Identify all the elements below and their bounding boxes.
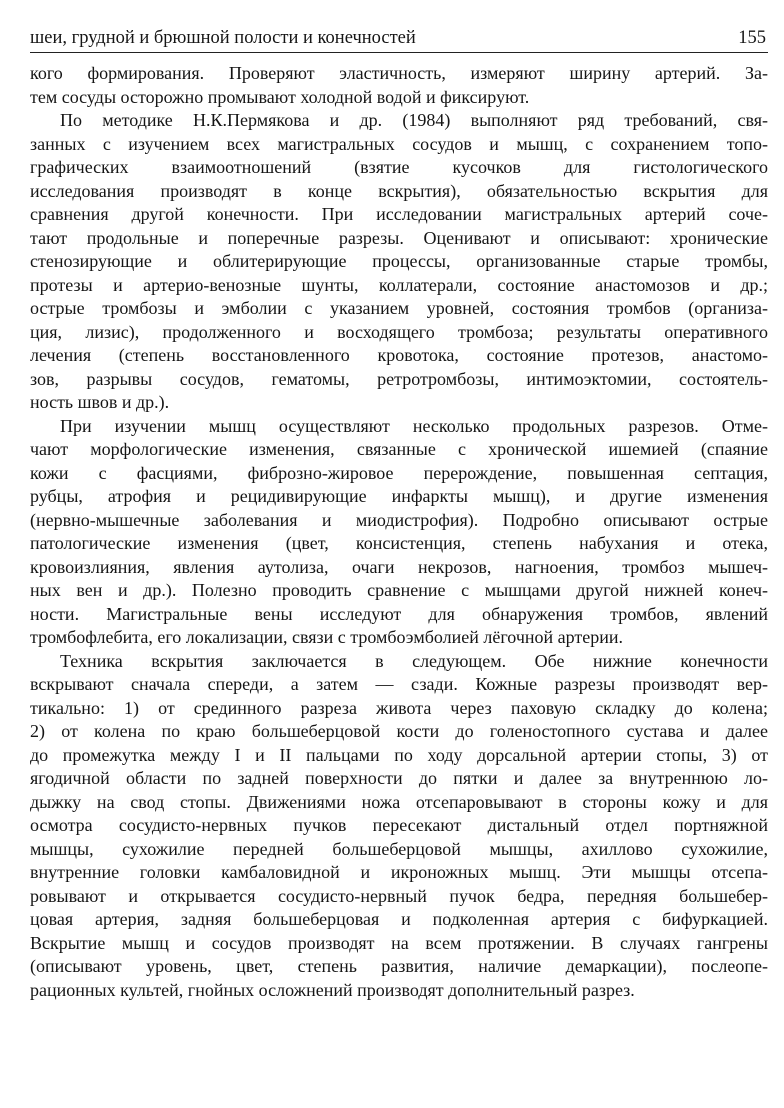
text-line: По методике Н.К.Пермякова и др. (1984) выполняют ряд требований, свя- [60,110,768,130]
text-line: острые тромбозы и эмболии с указанием уровней, состояния тромбов (организа- [30,298,768,318]
text-line: тают продольные и поперечные разрезы. Оценивают и описывают: хронические [30,227,768,248]
paragraph [30,415,768,650]
text-line: кровоизлияния, явления аутолиза, очаги некрозов, нагноения, тромбоз мышеч- [30,556,768,577]
text-line: ровывают и открывается сосудисто-нервный пучок бедра, передняя большебер- [30,885,768,906]
text-line: внутренние головки камбаловидной и икроножных мышц. Эти мышцы отсепа- [30,862,768,882]
paragraph [30,62,768,109]
running-header-title: шеи, грудной и брюшной полости и конечностей [30,28,416,48]
text-line: исследования производят в конце вскрытия), обязательностью вскрытия для [30,180,768,201]
text-line: ция, лизис), продолженного и восходящего тромбоза; результаты оперативного [30,321,768,342]
text-line: тикально: 1) от срединного разреза живота через паховую складку до колена; [30,697,768,718]
text-line: рационных культей, гнойных осложнений производят дополнительный разрез. [30,979,635,1000]
paragraph [30,109,768,415]
text-line: (нервно-мышечные заболевания и миодистрофия). Подробно описывают острые [30,509,768,530]
text-line: ных вен и др.). Полезно проводить сравнение с мышцами другой нижней конеч- [30,580,768,600]
text-line: сравнения другой конечности. При исследовании магистральных артерий соче- [30,204,768,224]
text-line: цовая артерия, задняя большеберцовая и подколенная артерия с бифуркацией. [30,909,768,929]
text-line: ность швов и др.). [30,392,170,412]
text-line: Техника вскрытия заключается в следующем. Обе нижние конечности [60,650,768,671]
page-number: 155 [738,28,766,48]
text-line: ности. Магистральные вены исследуют для обнаружения тромбов, явлений [30,603,768,624]
page-body [30,62,768,1002]
text-line: мышцы, сухожилие передней большеберцовой мышцы, ахиллово сухожилие, [30,838,768,859]
text-line: осмотра сосудисто-нервных пучков пересекают дистальный отдел портняжной [30,815,768,835]
text-line: 2) от колена по краю большеберцовой кости до голеностопного сустава и далее [30,721,768,741]
text-line: чают морфологические изменения, связанные с хронической ишемией (спаяние [30,439,768,459]
text-line: стенозирующие и облитерирующие процессы, организованные старые тромбы, [30,251,768,271]
text-line: тем сосуды осторожно промывают холодной водой и фиксируют. [30,86,530,107]
text-line: тромбофлебита, его локализации, связи с тромбоэмболией лёгочной артерии. [30,627,624,647]
text-line: зов, разрывы сосудов, гематомы, ретротромбозы, интимоэктомии, состоятель- [30,368,768,389]
text-line: вскрывают сначала спереди, а затем — сзади. Кожные разрезы производят вер- [30,674,768,694]
text-line: (описывают уровень, цвет, степень развития, наличие демаркации), послеопе- [30,956,768,976]
text-line: дыжку на свод стопы. Движениями ножа отсепаровывают в стороны кожу и для [30,791,768,812]
text-line: до промежутка между I и II пальцами по ходу дорсальной артерии стопы, 3) от [30,744,768,765]
running-header [30,24,768,53]
text-line: Вскрытие мышц и сосудов производят на всем протяжении. В случаях гангрены [30,932,768,953]
text-line: патологические изменения (цвет, консистенция, степень набухания и отека, [30,533,768,553]
text-line: лечения (степень восстановленного кровотока, состояние протезов, анастомо- [30,345,768,365]
text-line: протезы и артерио-венозные шунты, коллатерали, состояние анастомозов и др.; [30,274,768,295]
paragraph [30,650,768,1003]
text-line: занных с изучением всех магистральных сосудов и мышц, с сохранением топо- [30,133,768,154]
text-line: рубцы, атрофия и рецидивирующие инфаркты мышц), и другие изменения [30,486,768,506]
text-line: графических взаимоотношений (взятие кусочков для гистологического [30,157,768,177]
text-line: кожи с фасциями, фиброзно-жировое перерождение, повышенная септация, [30,462,768,483]
text-line: При изучении мышц осуществляют несколько продольных разрезов. Отме- [60,415,768,436]
text-line: кого формирования. Проверяют эластичность, измеряют ширину артерий. За- [30,63,768,83]
text-line: ягодичной области по задней поверхности до пятки и далее за внутреннюю ло- [30,768,768,788]
